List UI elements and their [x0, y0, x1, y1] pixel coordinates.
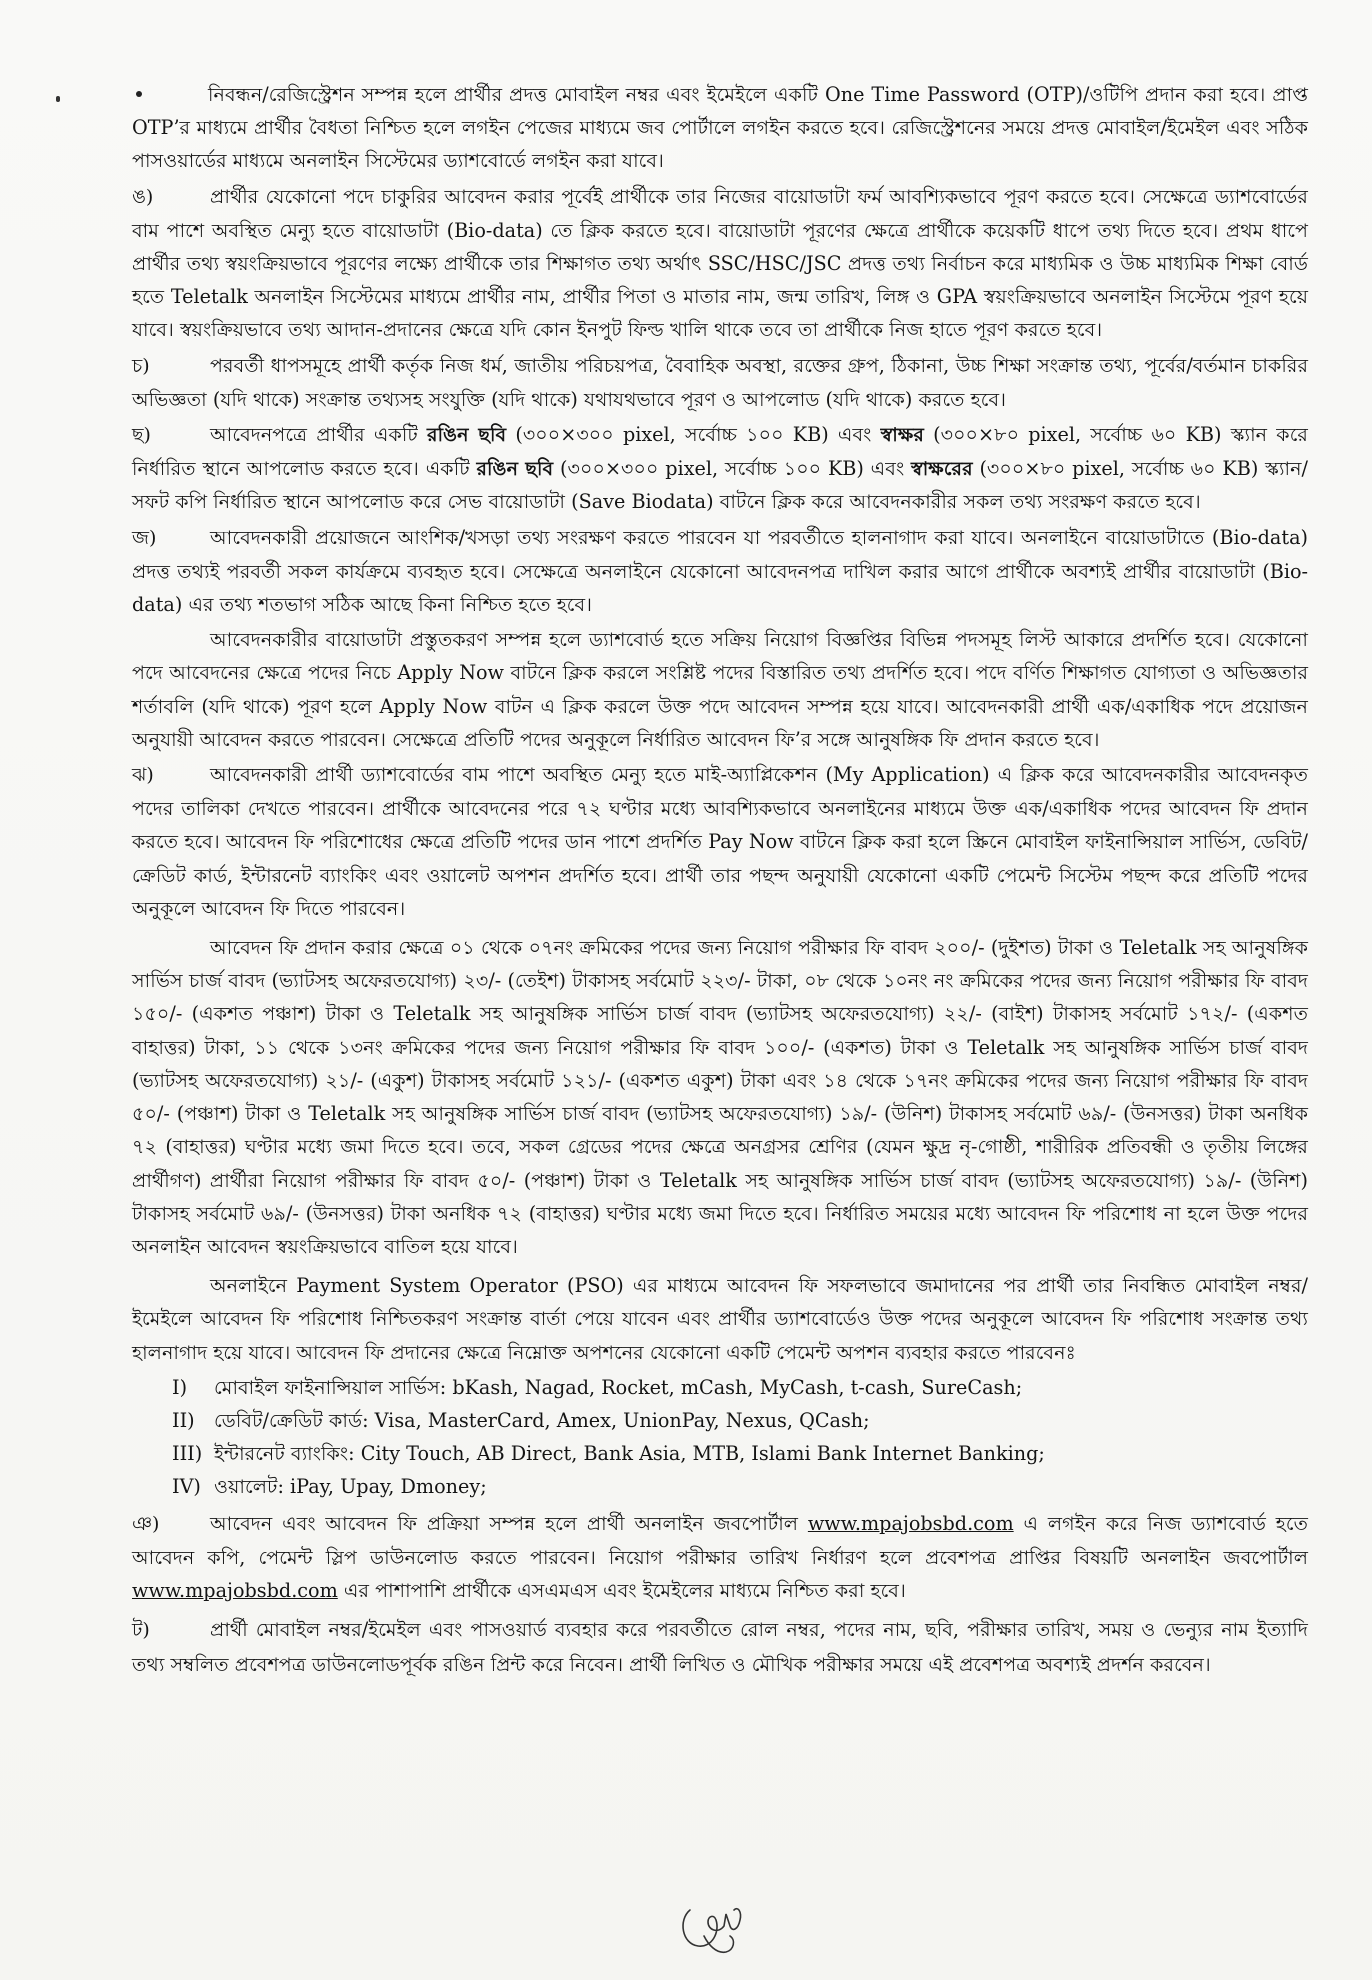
- text-segment: (৩০০×৩০০ pixel, সর্বোচ্চ ১০০ KB) এবং: [553, 457, 912, 481]
- paragraph-otp-text: নিবন্ধন/রেজিস্ট্রেশন সম্পন্ন হলে প্রার্থীর প্রদত্ত মোবাইল নম্বর এবং ইমেইলে একটি One Time Password (OTP)/ওটিপি প্রদান করা হবে। প্রাপ্ত OTP’র মাধ্যমে প্রার্থীর বৈধতা নিশ্চিত হলে লগইন পেজের মাধ্যমে জব পোর্টালে লগইন করতে হবে। রেজিস্ট্রেশনের সময়ে প্রদত্ত মোবাইল/ইমেইল এবং সঠিক পাসওয়ার্ডের মাধ্যমে অনলাইন সিস্টেমের ড্যাশবোর্ডে লগইন করা যাবে।: [132, 83, 1308, 173]
- payment-option: [172, 1470, 1308, 1503]
- scan-mark: [56, 96, 60, 102]
- signature-icon: [668, 1870, 758, 1960]
- paragraph-pso: অনলাইনে Payment System Operator (PSO) এর মাধ্যমে আবেদন ফি সফলভাবে জমাদানের পর প্রার্থী তার নিবন্ধিত মোবাইল নম্বর/ইমেইলে আবেদন ফি পরিশোধ নিশ্চিতকরণ সংক্রান্ত বার্তা পেয়ে যাবেন এবং প্রার্থীর ড্যাশবোর্ডেও উক্ত পদের অনুকূলে আবেদন ফি পরিশোধ সংক্রান্ত তথ্য হালনাগাদ হয়ে যাবে। আবেদন ফি প্রদানের ক্ষেত্রে নিম্নোক্ত অপশনের যেকোনো একটি পেমেন্ট অপশন ব্যবহার করতে পারবেনঃ: [132, 1274, 1308, 1364]
- bold-term: রঙিন ছবি: [427, 423, 507, 447]
- option-text: ইন্টারনেট ব্যাংকিং: City Touch, AB Direct, Bank Asia, MTB, Islami Bank Internet Banking;: [214, 1441, 1045, 1465]
- paragraph-fee: আবেদন ফি প্রদান করার ক্ষেত্রে ০১ থেকে ০৭নং ক্রমিকের পদের জন্য নিয়োগ পরীক্ষার ফি বাবদ ২০০/- (দুইশত) টাকা ও Teletalk সহ আনুষঙ্গিক সার্ভিস চার্জ বাবদ (ভ্যাটসহ অফেরতযোগ্য) ২৩/- (তেইশ) টাকাসহ সর্বমোট ২২৩/- টাকা, ০৮ থেকে ১০নং নং ক্রমিকের পদের জন্য নিয়োগ পরীক্ষার ফি বাবদ ১৫০/- (একশত পঞ্চাশ) টাকা ও Teletalk সহ আনুষঙ্গিক সার্ভিস চার্জ বাবদ (ভ্যাটসহ অফেরতযোগ্য) ২২/- (বাইশ) টাকাসহ সর্বমোট ১৭২/- (একশত বাহাত্তর) টাকা, ১১ থেকে ১৩নং ক্রমিকের পদের জন্য নিয়োগ পরীক্ষার ফি বাবদ ১০০/- (একশত) টাকা ও Teletalk সহ আনুষঙ্গিক সার্ভিস চার্জ বাবদ (ভ্যাটসহ অফেরতযোগ্য) ২১/- (একুশ) টাকাসহ সর্বমোট ১২১/- (একশত একুশ) টাকা এবং ১৪ থেকে ১৭নং ক্রমিকের পদের জন্য নিয়োগ পরীক্ষার ফি বাবদ ৫০/- (পঞ্চাশ) টাকা ও Teletalk সহ আনুষঙ্গিক সার্ভিস চার্জ বাবদ (ভ্যাটসহ অফেরতযোগ্য) ১৯/- (উনিশ) টাকাসহ সর্বমোট ৬৯/- (উনসত্তর) টাকা অনধিক ৭২ (বাহাত্তর) ঘণ্টার মধ্যে জমা দিতে হবে। তবে, সকল গ্রেডের পদের ক্ষেত্রে অনগ্রসর শ্রেণির (যেমন ক্ষুদ্র নৃ-গোষ্ঠী, শারীরিক প্রতিবন্ধী ও তৃতীয় লিঙ্গের প্রার্থীগণ) প্রার্থীরা নিয়োগ পরীক্ষার ফি বাবদ ৫০/- (পঞ্চাশ) টাকা ও Teletalk সহ আনুষঙ্গিক সার্ভিস চার্জ বাবদ (ভ্যাটসহ অফেরতযোগ্য) ১৯/- (উনিশ) টাকাসহ সর্বমোট ৬৯/- (উনসত্তর) টাকা অনধিক ৭২ (বাহাত্তর) ঘণ্টার মধ্যে জমা দিতে হবে। নির্ধারিত সময়ের মধ্যে আবেদন ফি পরিশোধ না হলে উক্ত পদের অনলাইন আবেদন স্বয়ংক্রিয়ভাবে বাতিল হয়ে যাবে।: [132, 936, 1308, 1258]
- text-segment: আবেদন এবং আবেদন ফি প্রক্রিয়া সম্পন্ন হলে প্রার্থী অনলাইন জবপোর্টাল: [210, 1511, 808, 1535]
- bullet-icon: [136, 91, 142, 97]
- paragraph-ja-text: আবেদনকারী প্রয়োজনে আংশিক/খসড়া তথ্য সংরক্ষণ করতে পারবেন যা পরবর্তীতে হালনাগাদ করা যাবে। অনলাইনে বায়োডাটাতে (Bio-data) প্রদত্ত তথ্যই পরবর্তী সকল কার্যক্রমে ব্যবহৃত হবে। সেক্ষেত্রে অনলাইনে যেকোনো আবেদনপত্র দাখিল করার আগে প্রার্থীকে অবশ্যই প্রার্থীর বায়োডাটা (Bio-data) এর তথ্য শতভাগ সঠিক আছে কিনা নিশ্চিত হতে হবে।: [132, 525, 1308, 617]
- paragraph-ta: [132, 1613, 1308, 1680]
- bold-term: স্বাক্ষরের: [911, 457, 973, 481]
- item-label: চ): [132, 354, 150, 377]
- paragraph-jha: [132, 758, 1308, 925]
- text-segment: এর পাশাপাশি প্রার্থীকে এসএমএস এবং ইমেইলের মাধ্যমে নিশ্চিত করা হবে।: [337, 1579, 906, 1603]
- payment-option: [172, 1404, 1308, 1437]
- text-segment: (৩০০×৮০ pixel, সর্বোচ্চ ৬০ KB) স্ক্যান/সফট কপি নির্ধারিত স্থানে আপলোড করে সেভ বায়োডাটা (Save Biodata) বাটনে ক্লিক করে আবেদনকারীর সকল তথ্য সংরক্ষণ করতে হবে।: [132, 457, 1309, 514]
- paragraph-uo: [132, 180, 1308, 347]
- item-label: ছ): [132, 424, 151, 447]
- text-segment: এ লগইন করে নিজ ড্যাশবোর্ড হতে আবেদন কপি, পেমেন্ট স্লিপ ডাউনলোড করতে পারবেন। নিয়োগ পরীক্ষার তারিখ নির্ধারণ হলে প্রবেশপত্র প্রাপ্তির বিষয়টি অনলাইন জবপোর্টাল: [132, 1511, 1308, 1569]
- item-label: ট): [132, 1619, 150, 1642]
- paragraph-nya: [132, 1507, 1308, 1608]
- payment-option: [172, 1437, 1308, 1470]
- option-number: I): [172, 1375, 188, 1399]
- option-text: মোবাইল ফাইনান্সিয়াল সার্ভিস: bKash, Nagad, Rocket, mCash, MyCash, t-cash, SureCash;: [214, 1375, 1023, 1399]
- option-number: II): [172, 1408, 195, 1432]
- item-label: ঙ): [132, 185, 154, 208]
- item-label: ঞ): [132, 1512, 160, 1535]
- option-number: IV): [172, 1474, 201, 1498]
- payment-options-list: [172, 1371, 1308, 1503]
- payment-option: [172, 1371, 1308, 1404]
- paragraph-ja: [132, 521, 1308, 622]
- paragraph-uo-text: প্রার্থীর যেকোনো পদে চাকুরির আবেদন করার পূর্বেই প্রার্থীকে তার নিজের বায়োডাটা ফর্ম আবশ্যিকভাবে পূরণ করতে হবে। সেক্ষেত্রে ড্যাশবোর্ডের বাম পাশে অবস্থিত মেন্যু হতে বায়োডাটা (Bio-data) তে ক্লিক করতে হবে। বায়োডাটা পূরণের ক্ষেত্রে প্রার্থীকে কয়েকটি ধাপে তথ্য দিতে হবে। প্রথম ধাপে প্রার্থীর তথ্য স্বয়ংক্রিয়ভাবে পূরণের লক্ষ্যে প্রার্থীকে তার শিক্ষাগত তথ্য অর্থাৎ SSC/HSC/JSC প্রদত্ত তথ্য নির্বাচন করে মাধ্যমিক ও উচ্চ মাধ্যমিক শিক্ষা বোর্ড হতে Teletalk অনলাইন সিস্টেমের মাধ্যমে প্রার্থীর নাম, প্রার্থীর পিতা ও মাতার নাম, জন্ম তারিখ, লিঙ্গ ও GPA স্বয়ংক্রিয়ভাবে অনলাইন সিস্টেমে পূরণ হয়ে যাবে। স্বয়ংক্রিয়ভাবে তথ্য আদান-প্রদানের ক্ষেত্রে যদি কোন ইনপুট ফিল্ড খালি থাকে তবে তা প্রার্থীকে নিজ হাতে পূরণ করতে হবে।: [132, 184, 1308, 342]
- text-segment: (৩০০×৮০ pixel, সর্বোচ্চ ৬০ KB) স্ক্যান করে নির্ধারিত স্থানে আপলোড করতে হবে। একটি: [132, 423, 1308, 481]
- item-label: জ): [132, 526, 157, 549]
- bold-term: রঙিন ছবি: [476, 457, 554, 481]
- item-label: ঝ): [132, 764, 154, 787]
- jobportal-link[interactable]: www.mpajobsbd.com: [132, 1579, 338, 1603]
- text-segment: আবেদনপত্রে প্রার্থীর একটি: [210, 423, 428, 447]
- option-text: ডেবিট/ক্রেডিট কার্ড: Visa, MasterCard, Amex, UnionPay, Nexus, QCash;: [214, 1408, 870, 1432]
- paragraph-cha-text: পরবর্তী ধাপসমূহে প্রার্থী কর্তৃক নিজ ধর্ম, জাতীয় পরিচয়পত্র, বৈবাহিক অবস্থা, রক্তের গ্রুপ, ঠিকানা, উচ্চ শিক্ষা সংক্রান্ত তথ্য, পূর্বের/বর্তমান চাকরির অভিজ্ঞতা (যদি থাকে) সংক্রান্ত তথ্যসহ সংযুক্তি (যদি থাকে) যথাযথভাবে পূরণ ও আপলোড (যদি থাকে) করতে হবে।: [132, 353, 1308, 411]
- paragraph-ta-text: প্রার্থী মোবাইল নম্বর/ইমেইল এবং পাসওয়ার্ড ব্যবহার করে পরবর্তীতে রোল নম্বর, পদের নাম, ছবি, পরীক্ষার তারিখ, সময় ও ভেন্যুর নাম ইত্যাদি তথ্য সম্বলিত প্রবেশপত্র ডাউনলোডপূর্বক রঙিন প্রিন্ট করে নিবেন। প্রার্থী লিখিত ও মৌখিক পরীক্ষার সময়ে এই প্রবেশপত্র অবশ্যই প্রদর্শন করবেন।: [132, 1618, 1308, 1676]
- text-segment: (৩০০×৩০০ pixel, সর্বোচ্চ ১০০ KB) এবং: [506, 423, 881, 447]
- paragraph-apply: আবেদনকারীর বায়োডাটা প্রস্তুতকরণ সম্পন্ন হলে ড্যাশবোর্ড হতে সক্রিয় নিয়োগ বিজ্ঞপ্তির বিভিন্ন পদসমূহ লিস্ট আকারে প্রদর্শিত হবে। যেকোনো পদে আবেদনের ক্ষেত্রে পদের নিচে Apply Now বাটনে ক্লিক করলে সংশ্লিষ্ট পদের বিস্তারিত তথ্য প্রদর্শিত হবে। পদে বর্ণিত শিক্ষাগত যোগ্যতা ও অভিজ্ঞতার শর্তাবলি (যদি থাকে) পূরণ হলে Apply Now বাটন এ ক্লিক করলে উক্ত পদে আবেদন সম্পন্ন হয়ে যাবে। আবেদনকারী প্রার্থী এক/একাধিক পদে প্রয়োজন অনুযায়ী আবেদন করতে পারবেন। সেক্ষেত্রে প্রতিটি পদের অনুকূলে নির্ধারিত আবেদন ফি’র সঙ্গে আনুষঙ্গিক ফি প্রদান করতে হবে।: [132, 628, 1308, 751]
- paragraph-jha-text: আবেদনকারী প্রার্থী ড্যাশবোর্ডের বাম পাশে অবস্থিত মেন্যু হতে মাই-অ্যাপ্লিকেশন (My Application) এ ক্লিক করে আবেদনকারীর আবেদনকৃত পদের তালিকা দেখতে পারবেন। প্রার্থীকে আবেদনের পরে ৭২ ঘণ্টার মধ্যে আবশ্যিকভাবে অনলাইনের মাধ্যমে উক্ত এক/একাধিক পদের আবেদন ফি প্রদান করতে হবে। আবেদন ফি পরিশোধের ক্ষেত্রে প্রতিটি পদের ডান পাশে প্রদর্শিত Pay Now বাটনে ক্লিক করা হলে স্ক্রিনে মোবাইল ফাইনান্সিয়াল সার্ভিস, ডেবিট/ক্রেডিট কার্ড, ইন্টারনেট ব্যাংকিং এবং ওয়ালেট অপশন প্রদর্শিত হবে। প্রার্থী তার পছন্দ অনুযায়ী যেকোনো একটি পেমেন্ট সিস্টেম পছন্দ করে প্রতিটি পদের অনুকূলে আবেদন ফি দিতে পারবেন।: [132, 763, 1308, 920]
- bold-term: স্বাক্ষর: [880, 423, 924, 447]
- option-number: III): [172, 1441, 203, 1465]
- paragraph-chha: [132, 418, 1308, 519]
- jobportal-link[interactable]: www.mpajobsbd.com: [807, 1511, 1014, 1535]
- paragraph-otp: [132, 78, 1308, 178]
- paragraph-cha: [132, 349, 1308, 416]
- option-text: ওয়ালেট: iPay, Upay, Dmoney;: [214, 1474, 487, 1498]
